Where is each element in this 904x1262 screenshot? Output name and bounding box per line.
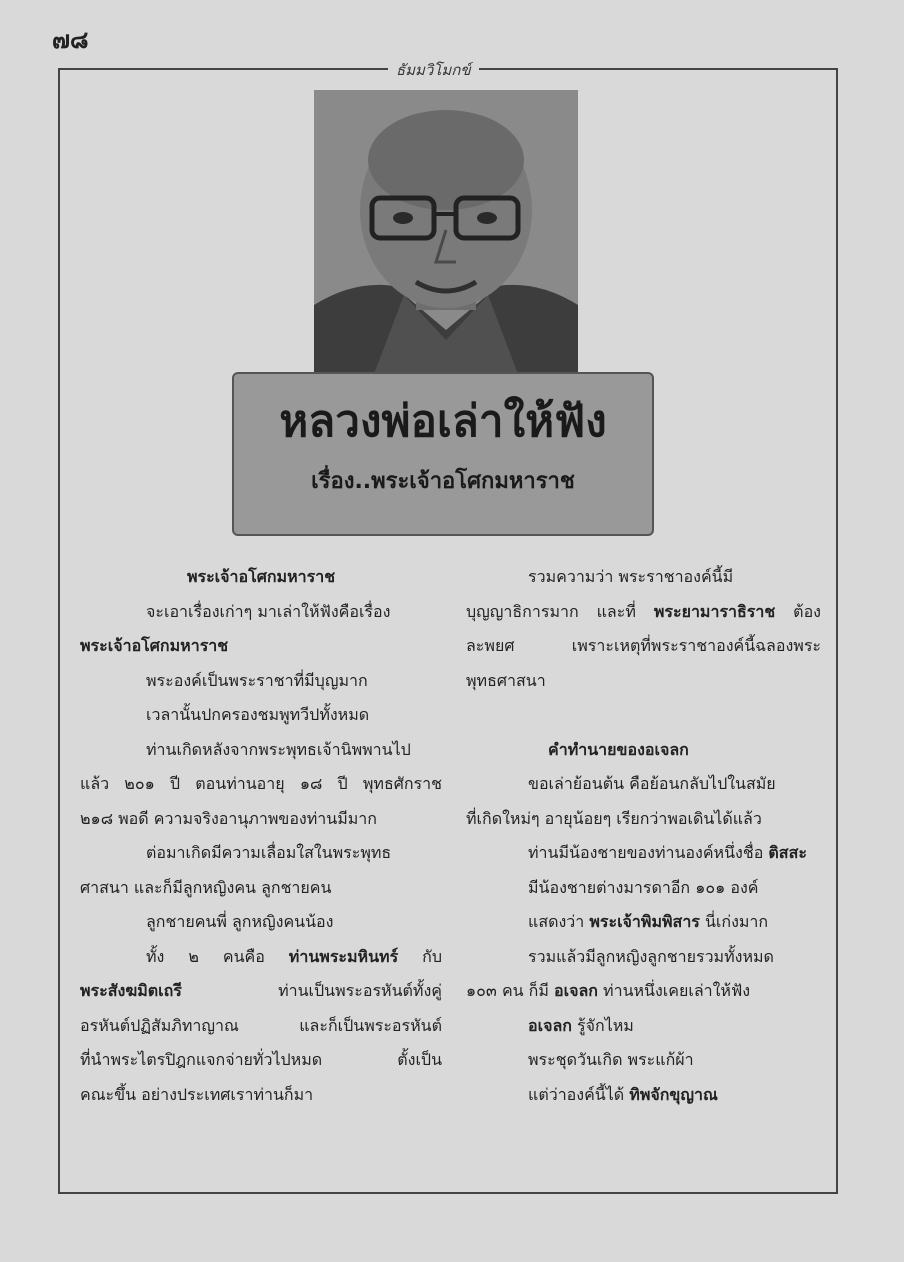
text-line: พระองค์เป็นพระราชาที่มีบุญมาก <box>146 670 368 690</box>
right-text-column <box>466 560 821 1112</box>
text-span: นี่เก่งมาก <box>699 912 769 931</box>
text-line: เวลานั้นปกครองชมพูทวีปทั้งหมด <box>146 705 370 724</box>
text-line: รวมความว่า พระราชาองค์นี้มี <box>528 567 734 586</box>
text-span: ท่านมีน้องชายของท่านองค์หนึ่งชื่อ <box>528 843 769 862</box>
text-line <box>80 974 442 1009</box>
bold-term: ติสสะ <box>768 843 807 862</box>
text-line <box>466 974 821 1009</box>
text-line <box>466 698 821 733</box>
text-line: คณะขึ้น อย่างประเทศเราท่านก็มา <box>80 1084 314 1104</box>
article-title: หลวงพ่อเล่าให้ฟัง <box>279 396 607 447</box>
text-span: ท่านหนึ่งเคยเล่าให้ฟัง <box>597 981 751 1000</box>
text-line: ๒๑๘ พอดี ความจริงอานุภาพของท่านมีมาก <box>80 808 377 828</box>
text-line: รวมแล้วมีลูกหญิงลูกชายรวมทั้งหมด <box>528 946 774 966</box>
text-line: พระชุดวันเกิด พระแก้ผ้า <box>528 1050 694 1069</box>
page-number: ๗๘ <box>52 26 89 54</box>
bold-term: อเจลก <box>554 981 598 1000</box>
text-line <box>466 1009 821 1044</box>
bold-term: ท่านพระมหินทร์ <box>288 946 399 966</box>
text-span: ทั้ง ๒ คนคือ <box>146 946 289 966</box>
text-line: มีน้องชายต่างมารดาอีก ๑๐๑ องค์ <box>528 877 759 897</box>
section-heading: พระเจ้าอโศกมหาราช <box>186 567 336 586</box>
text-line <box>466 595 821 630</box>
text-line: ต่อมาเกิดมีความเลื่อมใสในพระพุทธ <box>146 843 392 862</box>
bold-term: พระเจ้าอโศกมหาราช <box>80 636 229 655</box>
text-line: อรหันต์ปฏิสัมภิทาญาณ และก็เป็นพระอรหันต์ <box>80 1015 442 1035</box>
portrait-illustration <box>314 90 578 374</box>
text-line <box>466 733 821 768</box>
article-subtitle: เรื่อง..พระเจ้าอโศกมหาราช <box>311 468 575 494</box>
text-line <box>466 1078 821 1113</box>
bold-term: ทิพจักขุญาณ <box>629 1084 718 1104</box>
text-span: ๑๐๓ คน ก็มี <box>466 981 554 1000</box>
text-span: รู้จักไหม <box>571 1015 634 1035</box>
text-line <box>466 836 821 871</box>
text-span: ต้อง <box>775 601 821 621</box>
text-line <box>466 905 821 940</box>
text-line <box>80 629 442 664</box>
bold-term: พระสังฆมิตเถรี <box>80 981 182 1000</box>
text-span: แต่ว่าองค์นี้ได้ <box>528 1084 630 1104</box>
monk-portrait-photo <box>314 90 578 374</box>
left-text-column <box>80 560 442 1112</box>
text-span: แสดงว่า <box>528 912 590 931</box>
text-line: ที่เกิดใหม่ๆ อายุน้อยๆ เรียกว่าพอเดินได้แล้ว <box>466 808 762 828</box>
text-line: ขอเล่าย้อนต้น คือย้อนกลับไปในสมัย <box>528 774 776 793</box>
text-span: กับ <box>398 946 442 966</box>
text-line: ละพยศ เพราะเหตุที่พระราชาองค์นี้ฉลองพระ <box>466 636 821 655</box>
bold-term: พระยามาราธิราช <box>653 601 776 621</box>
bold-term: พระเจ้าพิมพิสาร <box>589 912 700 931</box>
text-line: แล้ว ๒๐๑ ปี ตอนท่านอายุ ๑๘ ปี พุทธศักราช <box>80 774 442 793</box>
article-title-box <box>232 372 654 536</box>
text-line: จะเอาเรื่องเก่าๆ มาเล่าให้ฟังคือเรื่อง <box>146 601 391 621</box>
text-line: ศาสนา และก็มีลูกหญิงคน ลูกชายคน <box>80 877 332 897</box>
journal-name: ธัมมวิโมกข์ <box>388 58 479 82</box>
text-span: บุญญาธิการมาก และที่ <box>466 601 654 621</box>
text-line: พุทธศาสนา <box>466 670 546 690</box>
bold-term: อเจลก <box>528 1015 572 1035</box>
section-heading: คำทำนายของอเจลก <box>548 739 689 759</box>
text-line <box>80 940 442 975</box>
text-line: ที่นำพระไตรปิฎกแจกจ่ายทั่วไปหมด ตั้งเป็น <box>80 1050 442 1069</box>
text-line: ลูกชายคนพี่ ลูกหญิงคนน้อง <box>146 912 334 931</box>
text-span: ท่านเป็นพระอรหันต์ทั้งคู่ <box>181 981 442 1000</box>
text-line <box>80 560 442 595</box>
text-line: ท่านเกิดหลังจากพระพุทธเจ้านิพพานไป <box>146 739 411 759</box>
